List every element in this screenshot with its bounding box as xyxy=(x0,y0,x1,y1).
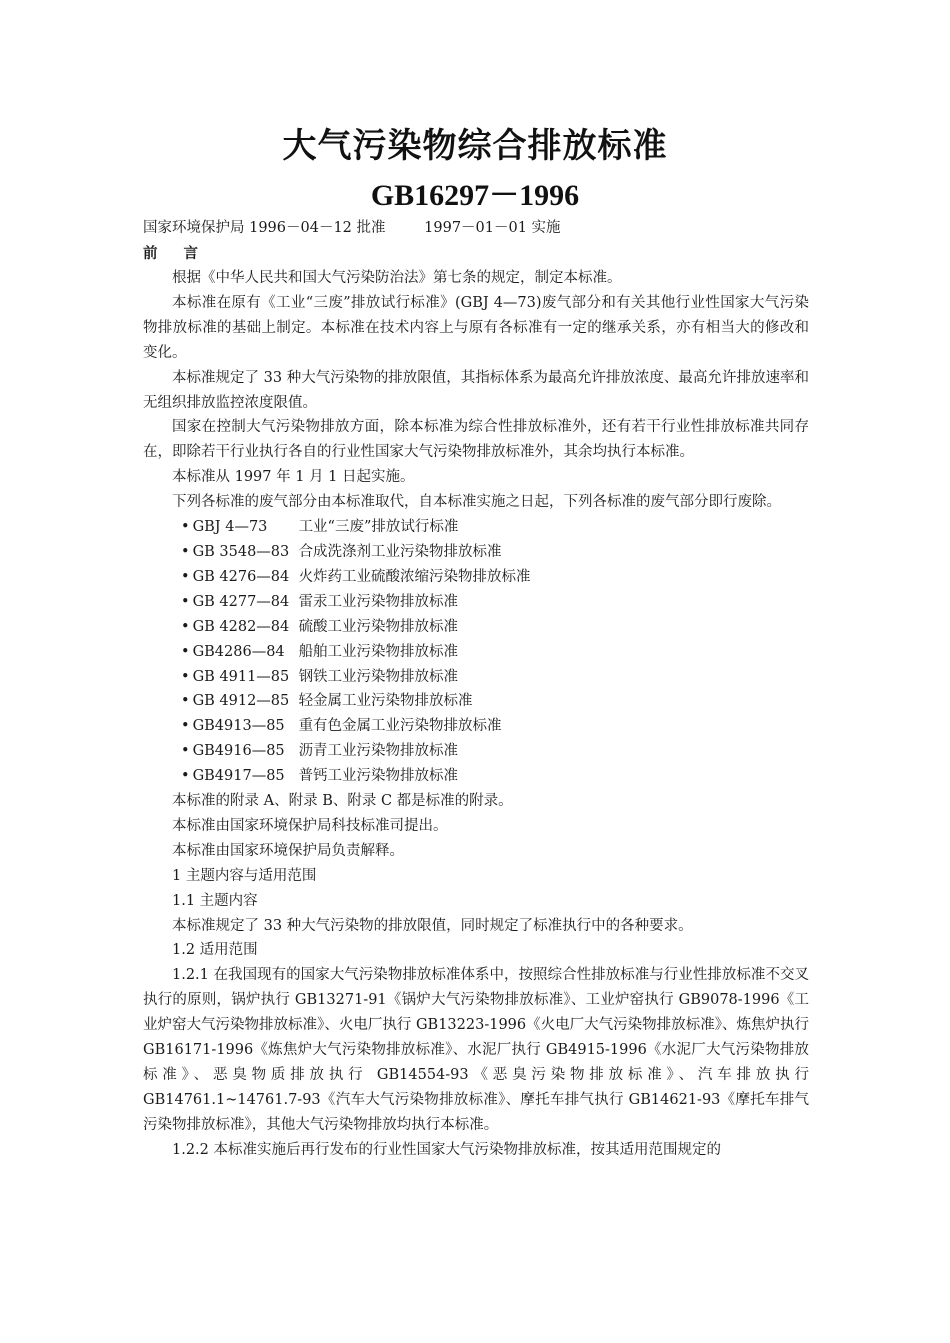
document-body xyxy=(143,266,809,1163)
standard-number: GBJ 4—73 xyxy=(192,519,268,536)
standard-name: 火炸药工业硫酸浓缩污染物排放标准 xyxy=(298,568,531,585)
subsection-heading: 1.1 主题内容 xyxy=(172,892,258,909)
bullet-icon: • xyxy=(181,593,190,610)
standard-number: GB4286—84 xyxy=(192,643,285,660)
effective-date: 1997－01－01 实施 xyxy=(424,220,561,236)
proposer-note: 本标准由国家环境保护局科技标准司提出。 xyxy=(172,817,448,834)
standard-code: GB16297－1996 xyxy=(370,179,580,212)
bullet-icon: • xyxy=(181,519,190,536)
list-item xyxy=(181,665,809,690)
standard-name: 船舶工业污染物排放标准 xyxy=(298,643,459,660)
standard-number: GB 4911—85 xyxy=(192,668,290,685)
intro-paragraph: 本标准在原有《工业“三废”排放试行标准》(GBJ 4—73)废气部分和有关其他行业性国家大气污染物排放标准的基础上制定。本标准在技术内容上与原有各标准有一定的继承关系，亦有相当大的修改和变化。 xyxy=(143,294,809,361)
standard-number: GB 4912—85 xyxy=(192,693,290,710)
standard-number: GB 4277—84 xyxy=(192,593,290,610)
standard-name: 普钙工业污染物排放标准 xyxy=(298,768,459,785)
standard-number: GB4916—85 xyxy=(192,743,285,760)
list-item xyxy=(181,640,809,665)
section-heading: 1 主题内容与适用范围 xyxy=(172,867,317,884)
approval-line xyxy=(143,216,561,237)
intro-paragraph: 国家在控制大气污染物排放方面，除本标准为综合性排放标准外，还有若干行业性排放标准共同存在，即除若干行业执行各自的行业性国家大气污染物排放标准外，其余均执行本标准。 xyxy=(143,419,809,461)
approval-info: 国家环境保护局 1996－04－12 批准 xyxy=(143,220,386,236)
intro-paragraph: 本标准规定了 33 种大气污染物的排放限值，其指标体系为最高允许排放浓度、最高允许排放速率和无组织排放监控浓度限值。 xyxy=(143,369,809,411)
replaced-standards-list xyxy=(143,515,809,789)
bullet-icon: • xyxy=(181,668,190,685)
bullet-icon: • xyxy=(181,743,190,760)
standard-number: GB 4276—84 xyxy=(192,568,290,585)
bullet-icon: • xyxy=(181,768,190,785)
standard-name: 沥青工业污染物排放标准 xyxy=(298,743,459,760)
list-item xyxy=(181,739,809,764)
bullet-icon: • xyxy=(181,693,190,710)
standard-name: 重有色金属工业污染物排放标准 xyxy=(298,718,502,735)
list-item xyxy=(181,689,809,714)
appendix-note: 本标准的附录 A、附录 B、附录 C 都是标准的附录。 xyxy=(172,793,513,810)
list-item xyxy=(181,565,809,590)
intro-paragraph: 根据《中华人民共和国大气污染防治法》第七条的规定，制定本标准。 xyxy=(172,270,622,286)
list-item xyxy=(181,615,809,640)
standard-name: 钢铁工业污染物排放标准 xyxy=(298,668,459,685)
intro-paragraph: 下列各标准的废气部分由本标准取代，自本标准实施之日起，下列各标准的废气部分即行废除。 xyxy=(172,494,781,511)
subsection-text: 本标准规定了 33 种大气污染物的排放限值，同时规定了标准执行中的各种要求。 xyxy=(172,917,693,934)
bullet-icon: • xyxy=(181,643,190,660)
list-item xyxy=(181,540,809,565)
bullet-icon: • xyxy=(181,618,190,635)
subsection-heading: 1.2 适用范围 xyxy=(172,942,258,959)
standard-name: 合成洗涤剂工业污染物排放标准 xyxy=(298,543,502,560)
bullet-icon: • xyxy=(181,543,190,560)
list-item xyxy=(181,515,809,540)
standard-number: GB 4282—84 xyxy=(192,618,290,635)
clause-paragraph: 1.2.1 在我国现有的国家大气污染物排放标准体系中，按照综合性排放标准与行业性排放标准不交叉执行的原则，锅炉执行 GB13271-91《锅炉大气污染物排放标准》、工业炉窑执行 GB9078-1996《工业炉窑大气污染物排放标准》、火电厂执行 GB13223-1996《火电厂大气污染物排放标准》、炼焦炉执行 GB16171-1996《炼焦炉大气污染物排放标准》、水泥厂执行 GB4915-1996《水泥厂大气污染物排放标准》、恶臭物质排放执行 GB14554-93《恶臭污染物排放标准》、汽车排放执行 GB14761.1~14761.7-93《汽车大气污染物排放标准》、摩托车排气执行 GB14621-93《摩托车排气污染物排放标准》，其他大气污染物排放均执行本标准。 xyxy=(143,967,809,1133)
standard-name: 轻金属工业污染物排放标准 xyxy=(298,693,473,710)
bullet-icon: • xyxy=(181,568,190,585)
list-item xyxy=(181,714,809,739)
standard-name: 工业“三废”排放试行标准 xyxy=(298,519,459,536)
standard-name: 硫酸工业污染物排放标准 xyxy=(298,618,459,635)
foreword-heading: 前言 xyxy=(143,245,224,262)
standard-name: 雷汞工业污染物排放标准 xyxy=(298,593,459,610)
bullet-icon: • xyxy=(181,718,190,735)
intro-paragraph: 本标准从 1997 年 1 月 1 日起实施。 xyxy=(172,469,415,486)
standard-number: GB4913—85 xyxy=(192,718,285,735)
document-title: 大气污染物综合排放标准 xyxy=(282,126,668,166)
standard-number: GB 3548—83 xyxy=(192,543,290,560)
interpretation-note: 本标准由国家环境保护局负责解释。 xyxy=(172,842,404,859)
list-item xyxy=(181,764,809,789)
standard-number: GB4917—85 xyxy=(192,768,285,785)
clause-paragraph: 1.2.2 本标准实施后再行发布的行业性国家大气污染物排放标准，按其适用范围规定的 xyxy=(172,1141,722,1158)
list-item xyxy=(181,590,809,615)
